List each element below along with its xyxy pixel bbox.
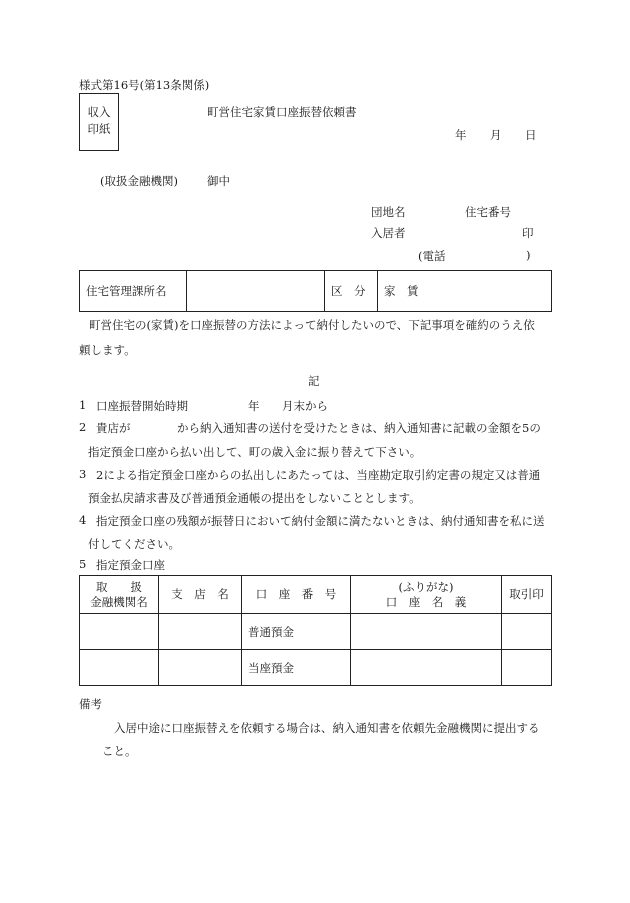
kubun-label: 区 分 <box>325 271 378 312</box>
item-3-line-1: 2による指定預金口座からの払出しにあたっては、当座勘定取引約定書の規定又は普通 <box>96 468 541 482</box>
date-month: 月 <box>490 128 502 142</box>
addressee-honorific: 御中 <box>207 174 230 188</box>
kubun-value: 家 賃 <box>378 271 552 312</box>
header-seal: 取引印 <box>502 576 552 614</box>
item-2-line-1: から納入通知書の送付を受けたときは、納入通知書に記載の金額を5の <box>177 421 541 435</box>
header-account-name-l1: (ふりがな) <box>398 579 454 594</box>
item-4-line-2: 付してください。 <box>88 537 180 551</box>
complex-name-label: 団地名 <box>371 205 406 219</box>
item-1-text: 口座振替開始時期 <box>96 399 188 413</box>
document-title: 町営住宅家賃口座振替依頼書 <box>207 105 357 119</box>
item-1-month: 月末から <box>282 399 328 413</box>
header-account-name-l2: 口 座 名 義 <box>385 594 467 609</box>
header-bank-l2: 金融機関名 <box>90 594 148 609</box>
phone-close: ) <box>526 248 531 262</box>
item-5-number: 5 <box>79 557 87 571</box>
office-label: 住宅管理課所名 <box>80 271 187 312</box>
office-table <box>79 270 552 312</box>
item-1-number: 1 <box>79 398 87 412</box>
header-account-name <box>351 576 502 614</box>
header-bank <box>80 576 159 614</box>
table-row <box>80 614 552 650</box>
addressee-bank: (取扱金融機関) <box>100 174 178 188</box>
remarks-line-2: こと。 <box>102 744 137 758</box>
date-year: 年 <box>455 128 467 142</box>
item-5-text: 指定預金口座 <box>96 558 165 572</box>
phone-label: (電話 <box>418 249 446 263</box>
table-row <box>80 650 552 686</box>
resident-label: 入居者 <box>371 226 406 240</box>
seal-mark: 印 <box>522 226 534 240</box>
account-type-cell: 普通預金 <box>242 614 351 650</box>
header-account-number: 口 座 番 号 <box>242 576 351 614</box>
item-4-line-1: 指定預金口座の残額が振替日において納付金額に満たないときは、納付通知書を私に送 <box>96 514 545 528</box>
item-2-line-2: 指定預金口座から払い出して、町の歳入金に振り替えて下さい。 <box>88 445 422 459</box>
ki-heading: 記 <box>308 374 320 388</box>
account-table <box>79 575 552 686</box>
account-type-cell: 当座預金 <box>242 650 351 686</box>
form-number: 様式第16号(第13条関係) <box>79 78 210 92</box>
stamp-label-2: 印紙 <box>87 122 111 136</box>
stamp-label-1: 収入 <box>87 105 111 119</box>
header-bank-l1: 取 扱 <box>96 579 142 594</box>
item-1-year: 年 <box>248 399 260 413</box>
intro-line-2: 頼します。 <box>79 343 136 357</box>
item-2-number: 2 <box>79 420 87 434</box>
remarks-label: 備考 <box>79 697 102 711</box>
item-3-number: 3 <box>79 467 87 481</box>
header-branch: 支 店 名 <box>159 576 242 614</box>
house-number-label: 住宅番号 <box>465 205 511 219</box>
item-4-number: 4 <box>79 513 87 527</box>
remarks-line-1: 入居中途に口座振替えを依頼する場合は、納入通知書を依頼先金融機関に提出する <box>114 721 540 735</box>
date-day: 日 <box>525 128 537 142</box>
intro-line-1: 町営住宅の(家賃)を口座振替の方法によって納付したいので、下記事項を確約のうえ依 <box>89 318 535 332</box>
revenue-stamp-box <box>79 93 119 151</box>
item-2-pre: 貴店が <box>96 421 131 435</box>
office-value <box>187 271 325 312</box>
item-3-line-2: 預金払戻請求書及び普通預金通帳の提出をしないこととします。 <box>88 491 421 505</box>
